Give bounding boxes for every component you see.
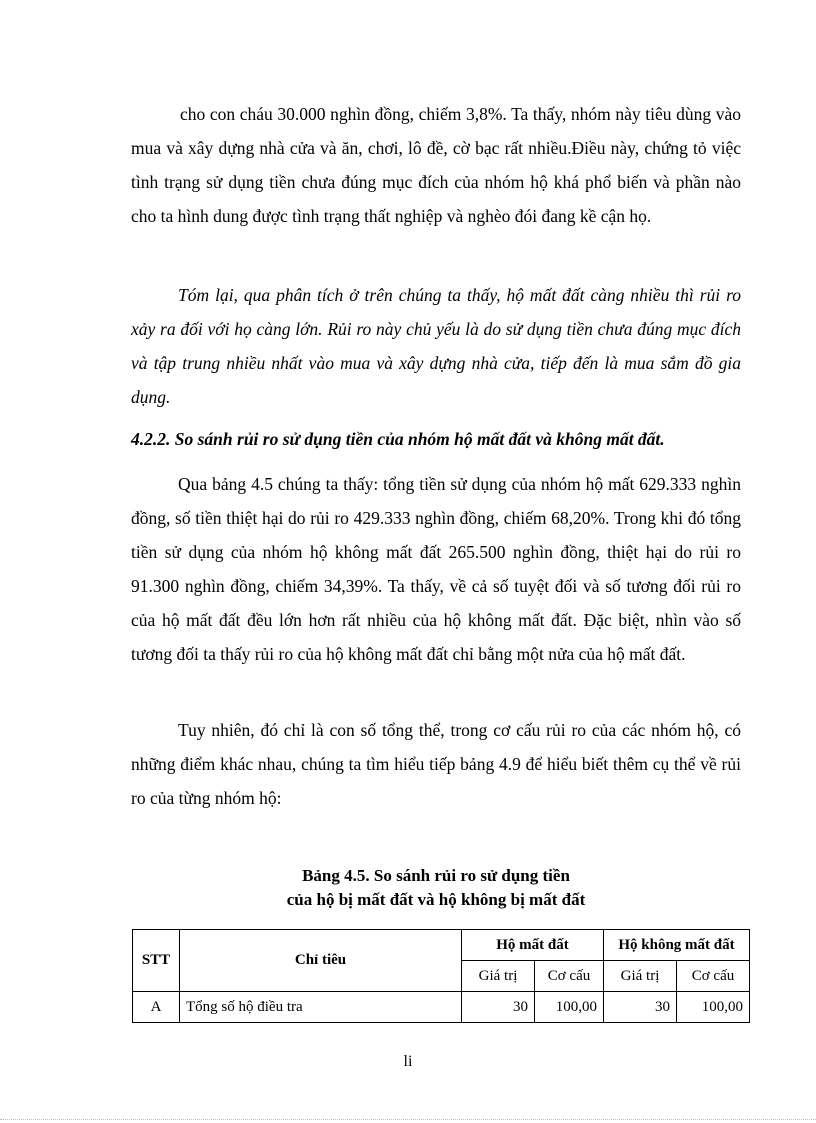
paragraph-comparison: Qua bảng 4.5 chúng ta thấy: tổng tiền sử dụng của nhóm hộ mất 629.333 nghìn đồng, số tiền thiệt hại do rủi ro 429.333 nghìn đồng, chiếm 68,20%. Trong khi đó tổng tiền sử dụng của nhóm hộ không mất đất 265.500 nghìn đồng, thiệt hại do rủi ro 91.300 nghìn đồng, chiếm 34,39%. Ta thấy, về cả số tuyệt đối và số tương đối rủi ro của hộ mất đất đều lớn hơn rất nhiều của hộ không mất đất. Đặc biệt, nhìn vào số tương đối ta thấy rủi ro của hộ không mất đất chỉ bằng một nửa của hộ mất đất. xyxy=(131,474,741,664)
table-header-row-1 xyxy=(133,930,750,961)
header-co-cau-1: Cơ cấu xyxy=(535,961,604,992)
header-ho-khong-mat-dat: Hộ không mất đất xyxy=(604,930,750,961)
cell-g2-value: 30 xyxy=(604,992,677,1023)
cell-label: Tổng số hộ điều tra xyxy=(180,992,462,1023)
header-chi-tieu: Chỉ tiêu xyxy=(180,930,462,992)
cell-g1-value: 30 xyxy=(462,992,535,1023)
header-co-cau-2: Cơ cấu xyxy=(677,961,750,992)
table-caption xyxy=(131,864,741,912)
paragraph-continuation: cho con cháu 30.000 nghìn đồng, chiếm 3,8%. Ta thấy, nhóm này tiêu dùng vào mua và xây dựng nhà cửa và ăn, chơi, lô đề, cờ bạc rất nhiều.Điều này, chứng tỏ việc tình trạng sử dụng tiền chưa đúng mục đích của nhóm hộ khá phổ biến và phần nào cho ta hình dung được tình trạng thất nghiệp và nghèo đói đang kề cận họ. xyxy=(131,104,741,226)
table-row xyxy=(133,992,750,1023)
cell-g1-struct: 100,00 xyxy=(535,992,604,1023)
cell-g2-struct: 100,00 xyxy=(677,992,750,1023)
paragraph-summary: Tóm lại, qua phân tích ở trên chúng ta thấy, hộ mất đất càng nhiều thì rủi ro xảy ra đối với họ càng lớn. Rủi ro này chủ yếu là do sử dụng tiền chưa đúng mục đích và tập trung nhiều nhất vào mua và xây dựng nhà cửa, tiếp đến là mua sắm đồ gia dụng. xyxy=(131,285,741,407)
page-bottom-divider xyxy=(0,1119,816,1120)
cell-stt: A xyxy=(133,992,180,1023)
paragraph-transition: Tuy nhiên, đó chỉ là con số tổng thể, trong cơ cấu rủi ro của các nhóm hộ, có những điểm khác nhau, chúng ta tìm hiểu tiếp bảng 4.9 để hiểu biết thêm cụ thể về rủi ro của từng nhóm hộ: xyxy=(131,720,741,808)
comparison-table xyxy=(132,929,750,1023)
header-stt: STT xyxy=(133,930,180,992)
header-gia-tri-1: Giá trị xyxy=(462,961,535,992)
table-caption-line-1: Bảng 4.5. So sánh rủi ro sử dụng tiền xyxy=(302,866,570,885)
table-caption-line-2: của hộ bị mất đất và hộ không bị mất đất xyxy=(286,890,586,909)
header-ho-mat-dat: Hộ mất đất xyxy=(462,930,604,961)
page-number: li xyxy=(403,1053,413,1070)
section-heading: 4.2.2. So sánh rủi ro sử dụng tiền của nhóm hộ mất đất và không mất đất. xyxy=(131,429,665,449)
header-gia-tri-2: Giá trị xyxy=(604,961,677,992)
